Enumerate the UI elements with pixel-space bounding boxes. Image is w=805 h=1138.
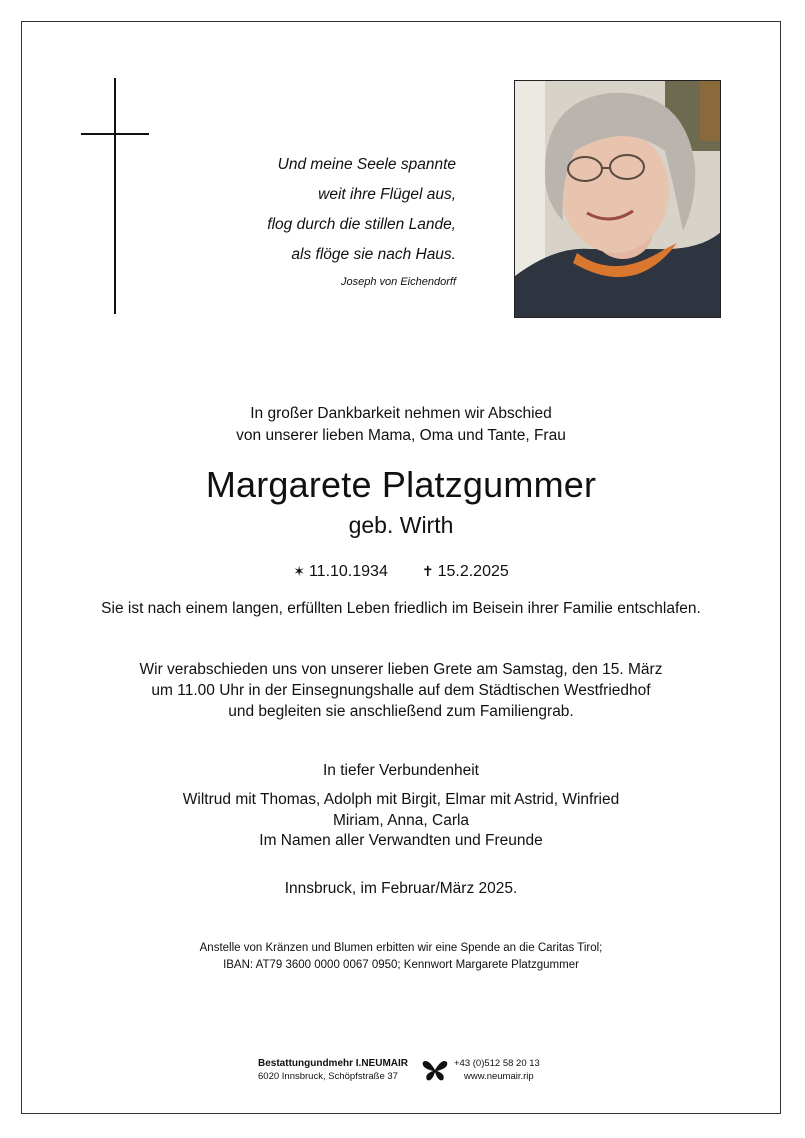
death-date: 15.2.2025 — [437, 563, 509, 580]
ceremony-line: um 11.00 Uhr in der Einsegnungshalle auf dem Städtischen Westfriedhof — [151, 682, 651, 699]
life-dates — [21, 560, 781, 583]
donation-line: IBAN: AT79 3600 0000 0067 0950; Kennwort Margarete Platzgummer — [223, 959, 579, 971]
portrait-photo — [514, 80, 721, 318]
poem-line: flog durch die stillen Lande, — [267, 216, 456, 233]
funeral-home-website[interactable]: www.neumair.rip — [464, 1071, 534, 1082]
poem-author: Joseph von Eichendorff — [341, 276, 456, 288]
ceremony-info — [21, 659, 781, 722]
deceased-name: Margarete Platzgummer — [205, 464, 597, 505]
cross-icon-horizontal — [81, 133, 149, 135]
family-line: Im Namen aller Verwandten und Freunde — [259, 832, 543, 849]
birth-star-icon: ✶ — [293, 563, 305, 579]
intro-line: In großer Dankbarkeit nehmen wir Abschied — [250, 405, 552, 422]
intro-text — [21, 403, 781, 447]
funeral-home-footer — [258, 1058, 568, 1086]
poem-line: weit ihre Flügel aus, — [318, 186, 456, 203]
intro-line: von unserer lieben Mama, Oma und Tante, Frau — [236, 427, 566, 444]
ceremony-line: und begleiten sie anschließend zum Familiengrab. — [228, 703, 574, 720]
place-date: Innsbruck, im Februar/März 2025. — [284, 880, 518, 897]
cross-icon-vertical — [114, 78, 116, 314]
poem-line: Und meine Seele spannte — [277, 156, 456, 173]
funeral-home-address: 6020 Innsbruck, Schöpfstraße 37 — [258, 1071, 398, 1082]
funeral-home-name: Bestattungundmehr I.NEUMAIR — [258, 1058, 408, 1069]
ceremony-line: Wir verabschieden uns von unserer lieben Grete am Samstag, den 15. März — [139, 661, 663, 678]
butterfly-icon — [422, 1058, 448, 1082]
maiden-name: geb. Wirth — [348, 512, 454, 538]
death-notice: Sie ist nach einem langen, erfüllten Leben friedlich im Beisein ihrer Familie entschlafen. — [101, 600, 701, 617]
death-cross-icon: ✝ — [421, 563, 434, 579]
family-list — [21, 790, 781, 852]
family-line: Miriam, Anna, Carla — [332, 811, 470, 829]
donation-note — [21, 940, 781, 974]
family-line: Wiltrud mit Thomas, Adolph mit Birgit, Elmar mit Astrid, Winfried — [182, 791, 620, 808]
donation-line: Anstelle von Kränzen und Blumen erbitten wir eine Spende an die Caritas Tirol; — [199, 942, 603, 954]
poem-line: als flöge sie nach Haus. — [291, 246, 456, 263]
poem — [190, 150, 456, 292]
closing-phrase: In tiefer Verbundenheit — [323, 762, 479, 779]
birth-date: 11.10.1934 — [308, 563, 388, 580]
funeral-home-phone: +43 (0)512 58 20 13 — [454, 1058, 540, 1069]
